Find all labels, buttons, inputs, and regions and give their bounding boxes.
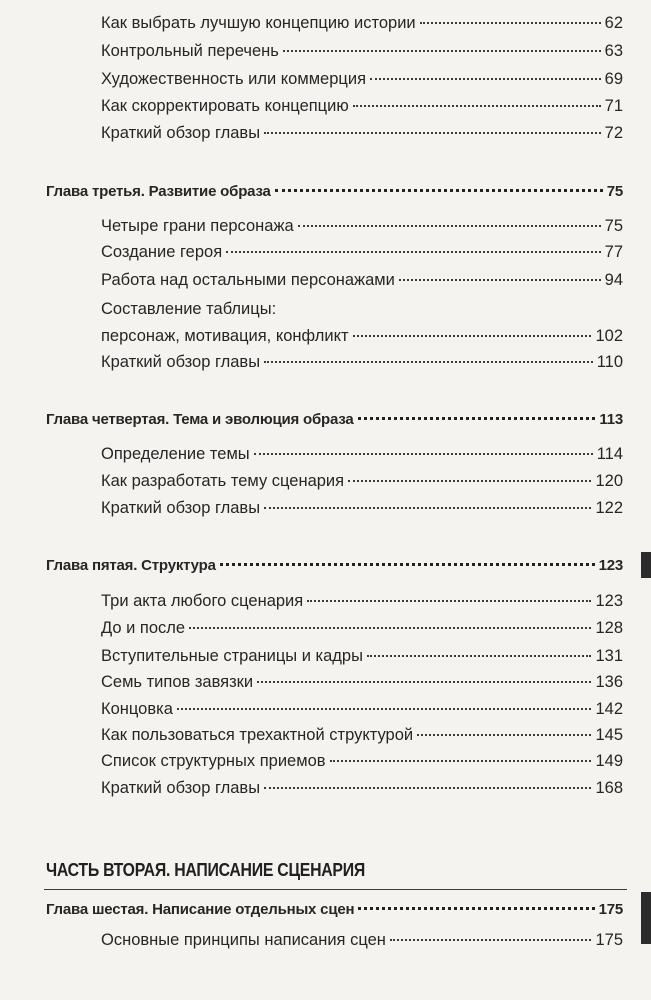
entry-page: 94 <box>604 271 623 289</box>
thumb-index-tab <box>641 892 651 944</box>
leader-dots <box>257 681 591 683</box>
entry-page: 122 <box>595 499 623 517</box>
entry-title: Концовка <box>101 700 173 718</box>
toc-entry <box>101 124 623 143</box>
entry-page: 72 <box>604 124 623 142</box>
chapter-page: 175 <box>598 901 623 918</box>
leader-dots <box>275 189 603 192</box>
toc-entry <box>101 327 623 346</box>
entry-title: Список структурных приемов <box>101 752 326 770</box>
entry-title: До и после <box>101 619 186 637</box>
chapter-page: 123 <box>598 557 623 574</box>
toc-entry <box>101 70 623 89</box>
chapter-title: Глава шестая. Написание отдельных сцен <box>46 901 355 918</box>
entry-title: Создание героя <box>101 243 223 261</box>
leader-dots <box>390 939 592 941</box>
chapter-title: Глава четвертая. Тема и эволюция образа <box>46 411 354 428</box>
leader-dots <box>353 105 601 107</box>
toc-entry <box>101 779 623 798</box>
entry-title: Как скорректировать концепцию <box>101 97 349 115</box>
toc-entry <box>101 931 623 950</box>
entry-title: Краткий обзор главы <box>101 779 261 797</box>
entry-page: 102 <box>595 327 623 345</box>
chapter-page: 113 <box>599 411 623 428</box>
toc-entry <box>101 726 623 745</box>
part-divider <box>44 889 627 890</box>
toc-entry <box>101 445 623 464</box>
chapter-title: Глава третья. Развитие образа <box>46 183 271 200</box>
entry-title: Составление таблицы: <box>101 300 277 318</box>
leader-dots <box>358 417 596 420</box>
toc-entry <box>101 14 623 33</box>
chapter-page: 75 <box>606 183 623 200</box>
toc-entry <box>101 499 623 518</box>
entry-page: 128 <box>595 619 623 637</box>
leader-dots <box>177 708 592 710</box>
entry-page: 75 <box>604 217 623 235</box>
entry-page: 77 <box>604 243 623 261</box>
entry-title: Краткий обзор главы <box>101 124 261 142</box>
chapter-title: Глава пятая. Структура <box>46 557 216 574</box>
entry-title: персонаж, мотивация, конфликт <box>101 327 349 345</box>
leader-dots <box>399 279 601 281</box>
entry-title: Четыре грани персонажа <box>101 217 294 235</box>
leader-dots <box>226 251 601 253</box>
toc-entry-line <box>101 300 276 319</box>
toc-entry <box>101 647 623 666</box>
leader-dots <box>358 907 594 910</box>
leader-dots <box>298 225 601 227</box>
part-heading: ЧАСТЬ ВТОРАЯ. НАПИСАНИЕ СЦЕНАРИЯ <box>46 860 365 880</box>
entry-title: Основные принципы написания сцен <box>101 931 386 949</box>
toc-entry <box>101 619 623 638</box>
toc-entry <box>101 42 623 61</box>
leader-dots <box>307 600 591 602</box>
entry-page: 131 <box>595 647 623 665</box>
leader-dots <box>417 734 591 736</box>
leader-dots <box>189 627 591 629</box>
entry-page: 69 <box>604 70 623 88</box>
chapter-heading <box>46 557 623 574</box>
entry-title: Три акта любого сценария <box>101 592 304 610</box>
toc-entry <box>101 97 623 116</box>
entry-title: Как выбрать лучшую концепцию истории <box>101 14 416 32</box>
toc-entry <box>101 472 623 491</box>
entry-title: Работа над остальными персонажами <box>101 271 395 289</box>
leader-dots <box>330 760 592 762</box>
entry-page: 175 <box>595 931 623 949</box>
entry-title: Определение темы <box>101 445 250 463</box>
leader-dots <box>370 78 601 80</box>
leader-dots <box>264 787 591 789</box>
entry-title: Краткий обзор главы <box>101 353 261 371</box>
entry-page: 71 <box>604 97 623 115</box>
leader-dots <box>283 50 601 52</box>
entry-title: Как пользоваться трехактной структурой <box>101 726 414 744</box>
toc-entry <box>101 353 623 372</box>
entry-title: Художественность или коммерция <box>101 70 366 88</box>
entry-page: 120 <box>595 472 623 490</box>
entry-title: Контрольный перечень <box>101 42 279 60</box>
chapter-heading <box>46 411 623 428</box>
entry-title: Вступительные страницы и кадры <box>101 647 363 665</box>
entry-page: 62 <box>604 14 623 32</box>
entry-title: Краткий обзор главы <box>101 499 261 517</box>
entry-page: 114 <box>596 445 623 463</box>
entry-page: 168 <box>595 779 623 797</box>
leader-dots <box>420 22 601 24</box>
entry-title: Семь типов завязки <box>101 673 254 691</box>
leader-dots <box>353 335 592 337</box>
entry-page: 149 <box>595 752 623 770</box>
entry-page: 142 <box>595 700 623 718</box>
entry-page: 136 <box>595 673 623 691</box>
toc-entry <box>101 217 623 236</box>
toc-entry <box>101 752 623 771</box>
chapter-heading <box>46 183 623 200</box>
leader-dots <box>254 453 593 455</box>
leader-dots <box>264 507 591 509</box>
leader-dots <box>264 361 593 363</box>
entry-page: 123 <box>595 592 623 610</box>
toc-entry <box>101 271 623 290</box>
thumb-index-tab <box>641 552 651 578</box>
entry-page: 145 <box>595 726 623 744</box>
chapter-heading <box>46 901 623 918</box>
entry-title: Как разработать тему сценария <box>101 472 345 490</box>
toc-entry <box>101 592 623 611</box>
toc-entry <box>101 243 623 262</box>
entry-page: 110 <box>596 353 623 371</box>
toc-entry <box>101 700 623 719</box>
leader-dots <box>348 480 591 482</box>
leader-dots <box>367 655 592 657</box>
leader-dots <box>264 132 601 134</box>
toc-entry <box>101 673 623 692</box>
leader-dots <box>220 563 595 566</box>
entry-page: 63 <box>604 42 623 60</box>
